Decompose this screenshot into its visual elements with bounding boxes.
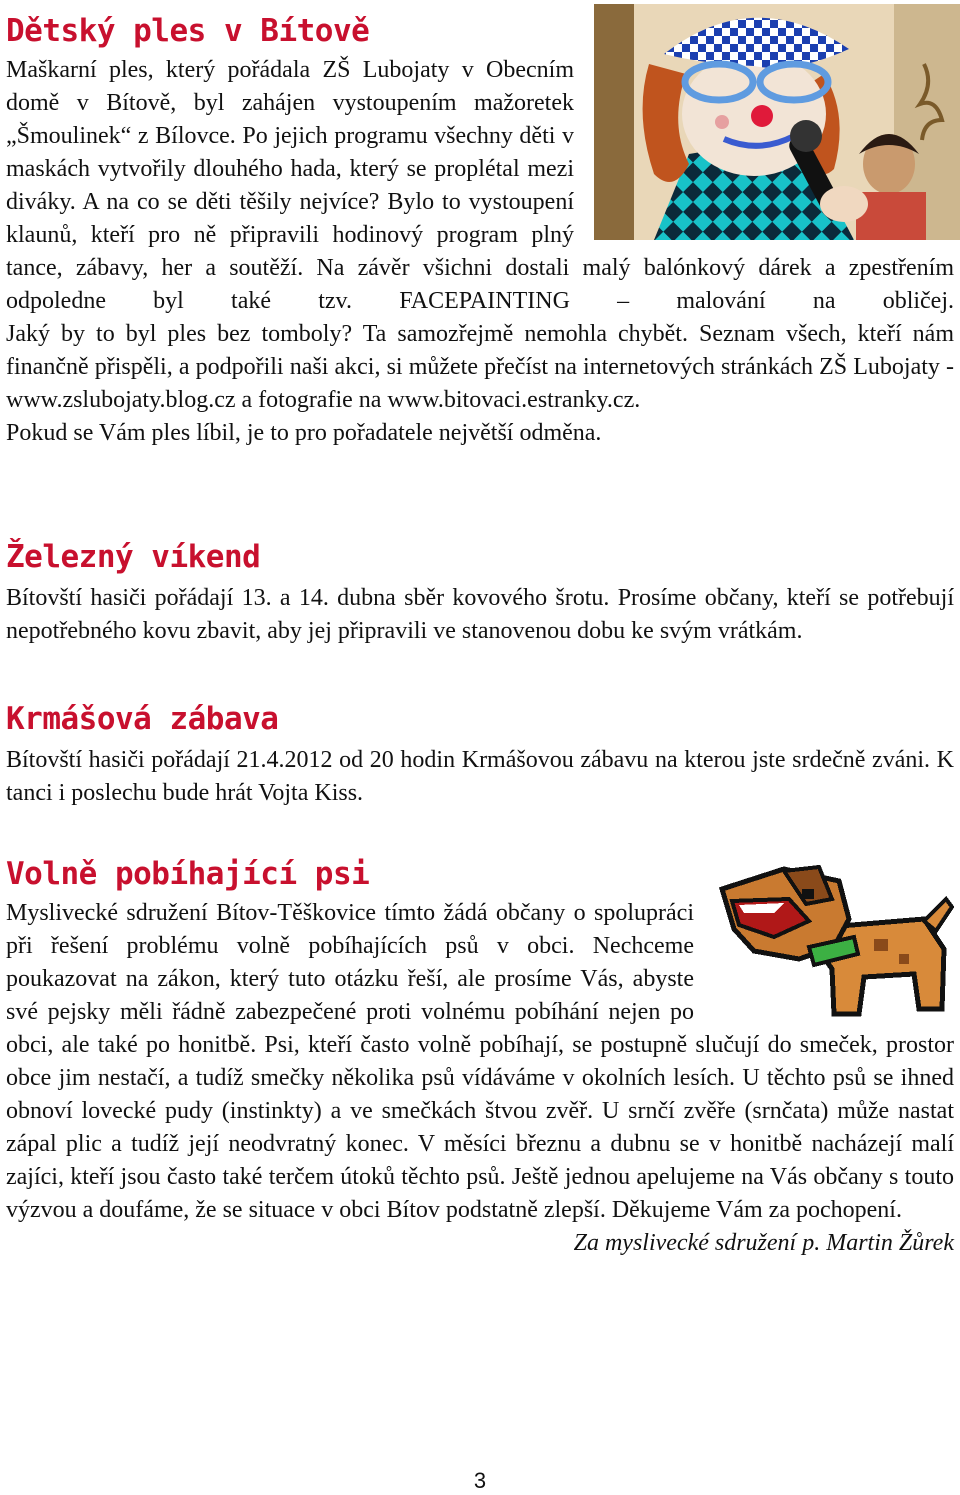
section-title: Krmášová zábava xyxy=(6,701,279,737)
page-number: 3 xyxy=(473,1468,487,1493)
section-paragraph: Myslivecké sdružení Bítov-Těškovice tímto žádá občany o spolupráci při řešení problému volně pobíhajících psů v obci. Nechceme poukazovat na zákon, který tuto otázku řeší, ale prosíme Vás, abyste své pejsky měli řádně zabezpečené proti volnému pobíhání nejen po obci, ale také po honitbě. Psi, kteří často volně pobíhají, se postupně slučují do smeček, prostor obce jim nestačí, a tudíž smečky několika psů vídáváme v okolních lesích. U těchto psů se ihned obnoví lovecké pudy (instinkty) a ve smečkách štvou zvěř. U srnčí zvěře (srnčata) může nastat zápal plic a tudíž její neodvratný konec. V měsíci březnu a dubnu se v honitbě nacházejí malí zajíci, kteří jsou často také terčem útoků těchto psů. Ještě jednou apelujeme na Vás občany s touto výzvou a doufáme, že se situace v obci Bítov podstatně zlepší. Děkujeme Vám za pochopení. xyxy=(6,900,954,1223)
section-paragraph: Pokud se Vám ples líbil, je to pro pořadatele největší odměna. xyxy=(6,420,602,446)
section-iron-weekend xyxy=(6,538,954,648)
section-krmas-party xyxy=(6,700,954,810)
dog-pixel-illustration xyxy=(714,859,954,1024)
section-paragraph: Bítovští hasiči pořádají 13. a 14. dubna sběr kovového šrotu. Prosíme občany, kteří se potřebují nepotřebného kovu zbavit, aby jej připravili ve stanovenou dobu ke svým vrátkám. xyxy=(6,585,954,644)
section-paragraph: Bítovští hasiči pořádají 21.4.2012 od 20 hodin Krmášovou zábavu na kterou jste srdečně zváni. K tanci i poslechu bude hrát Vojta Kiss. xyxy=(6,747,954,806)
section-title: Dětský ples v Bítově xyxy=(6,13,370,49)
section-paragraph: Maškarní ples, který pořádala ZŠ Lubojaty v Obecním domě v Bítově, byl zahájen vystoupením mažoretek „Šmoulinek“ z Bílovce. Po jejich programu všechny děti v maskách vytvořily dlouhého hada, který se proplétal mezi diváky. A na co se děti těšily nejvíce? Bylo to vystoupení klaunů, kteří pro ně připravili hodinový program plný tance, zábavy, her a soutěží. Na závěr všichni dostali malý balónkový dárek a zpestřením odpoledne byl také tzv. FACEPAINTING – malování na obličej. xyxy=(6,57,954,314)
section-paragraph: Jaký by to byl ples bez tomboly? Ta samozřejmě nemohla chybět. Seznam všech, kteří nám finančně přispěli, a podpořili naši akci, si můžete přečíst na internetových stránkách ZŠ Lubojaty -www.zslubojaty.blog.cz a fotografie na www.bitovaci.estranky.cz. xyxy=(6,321,954,413)
section-loose-dogs xyxy=(6,855,954,1260)
section-title: Železný víkend xyxy=(6,539,261,575)
section-children-ball xyxy=(6,12,954,450)
clown-photo xyxy=(594,4,960,240)
signature: Za myslivecké sdružení p. Martin Žůrek xyxy=(573,1230,954,1256)
section-title: Volně pobíhající psi xyxy=(6,856,370,892)
